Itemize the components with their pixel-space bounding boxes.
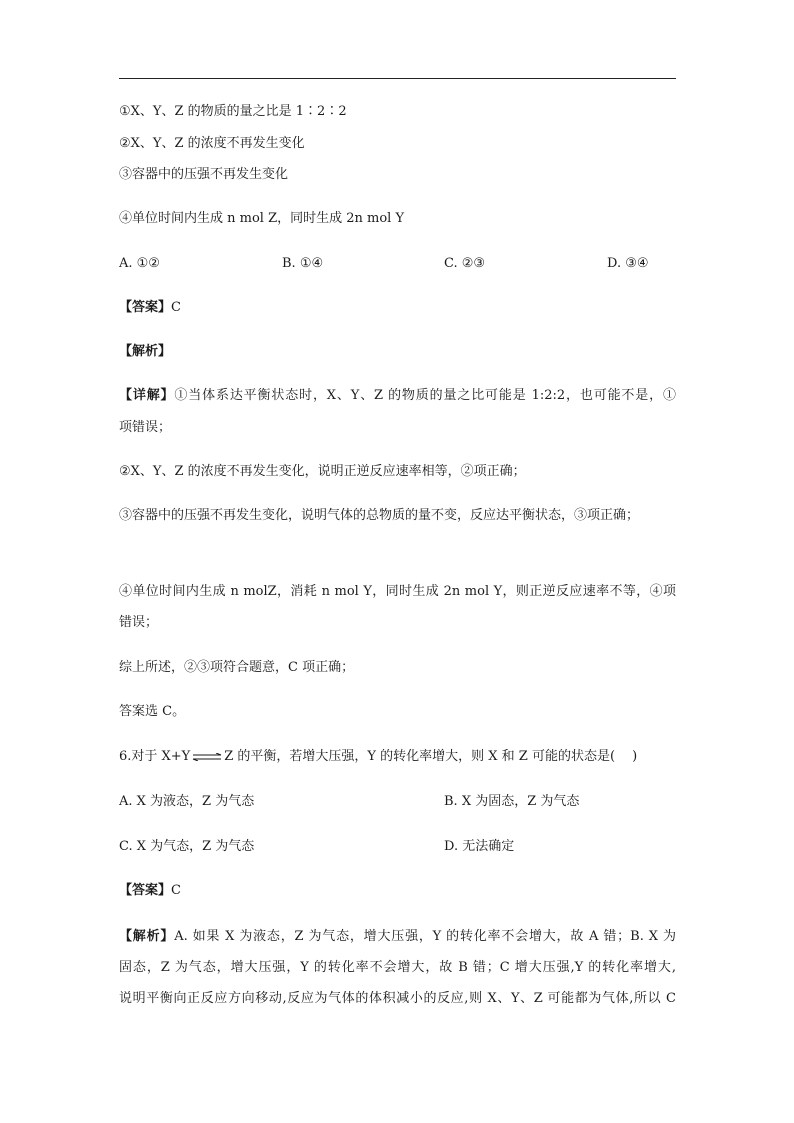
q6-analysis-2: 固态，Z 为气态，增大压强，Y 的转化率不会增大，故 B 错；C 增大压强,Y 的转化率增大, xyxy=(119,960,676,975)
detail-label: 【详解】 xyxy=(119,388,175,403)
equilibrium-arrow-icon xyxy=(192,753,222,761)
statement-1: ①X、Y、Z 的物质的量之比是 1∶2∶2 xyxy=(119,104,347,119)
answer-label: 【答案】 xyxy=(119,300,172,315)
q6-stem-before: 6.对于 X+Y xyxy=(119,749,191,764)
q6-analysis-label: 【解析】 xyxy=(119,929,175,944)
q5-option-a: A. ①② xyxy=(119,256,160,271)
q6-stem-after: Z 的平衡，若增大压强，Y 的转化率增大，则 X 和 Z 可能的状态是( ) xyxy=(224,749,638,764)
q5-option-d: D. ③④ xyxy=(607,256,649,271)
q6-option-b: B. X 为固态，Z 为气态 xyxy=(444,794,580,809)
q5-final-answer: 答案选 C。 xyxy=(119,704,186,719)
q6-answer-label: 【答案】 xyxy=(119,883,172,898)
q6-analysis-text-1: A. 如果 X 为液态，Z 为气态，增大压强，Y 的转化率不会增大，故 A 错；B. X 为 xyxy=(174,929,676,944)
q5-detail-2: ②X、Y、Z 的浓度不再发生变化，说明正逆反应速率相等，②项正确； xyxy=(119,464,526,479)
statement-3: ③容器中的压强不再发生变化 xyxy=(119,167,289,182)
q5-detail-3: ③容器中的压强不再发生变化，说明气体的总物质的量不变，反应达平衡状态，③项正确； xyxy=(119,508,640,523)
q6-analysis-3: 说明平衡向正反应方向移动,反应为气体的体积减小的反应,则 X、Y、Z 可能都为气体,所以 C xyxy=(119,991,676,1006)
detail-text: ①当体系达平衡状态时，X、Y、Z 的物质的量之比可能是 1:2:2，也可能不是，① xyxy=(174,388,676,403)
statement-4: ④单位时间内生成 n mol Z，同时生成 2n mol Y xyxy=(119,211,405,226)
q6-analysis-1 xyxy=(119,927,676,947)
q6-answer-value: C xyxy=(171,883,181,898)
q5-detail-1a xyxy=(119,386,676,406)
q6-answer xyxy=(119,881,181,901)
statement-2: ②X、Y、Z 的浓度不再发生变化 xyxy=(119,136,305,151)
q5-option-c: C. ②③ xyxy=(444,256,486,271)
q6-stem xyxy=(119,747,637,767)
q5-detail-4a: ④单位时间内生成 n molZ，消耗 n mol Y，同时生成 2n mol Y，则正逆反应速率不等，④项 xyxy=(119,584,676,599)
q6-option-c: C. X 为气态，Z 为气态 xyxy=(119,839,255,854)
q6-option-d: D. 无法确定 xyxy=(444,839,515,854)
q5-summary: 综上所述，②③项符合题意，C 项正确； xyxy=(119,660,355,675)
answer-value: C xyxy=(171,300,181,315)
q5-analysis-label: 【解析】 xyxy=(119,344,172,359)
q5-detail-1b: 项错误； xyxy=(119,420,172,435)
q5-option-b: B. ①④ xyxy=(282,256,324,271)
q5-answer xyxy=(119,298,181,318)
header-rule xyxy=(119,78,676,79)
q5-detail-4b: 错误； xyxy=(119,615,159,630)
q6-option-a: A. X 为液态，Z 为气态 xyxy=(119,794,255,809)
